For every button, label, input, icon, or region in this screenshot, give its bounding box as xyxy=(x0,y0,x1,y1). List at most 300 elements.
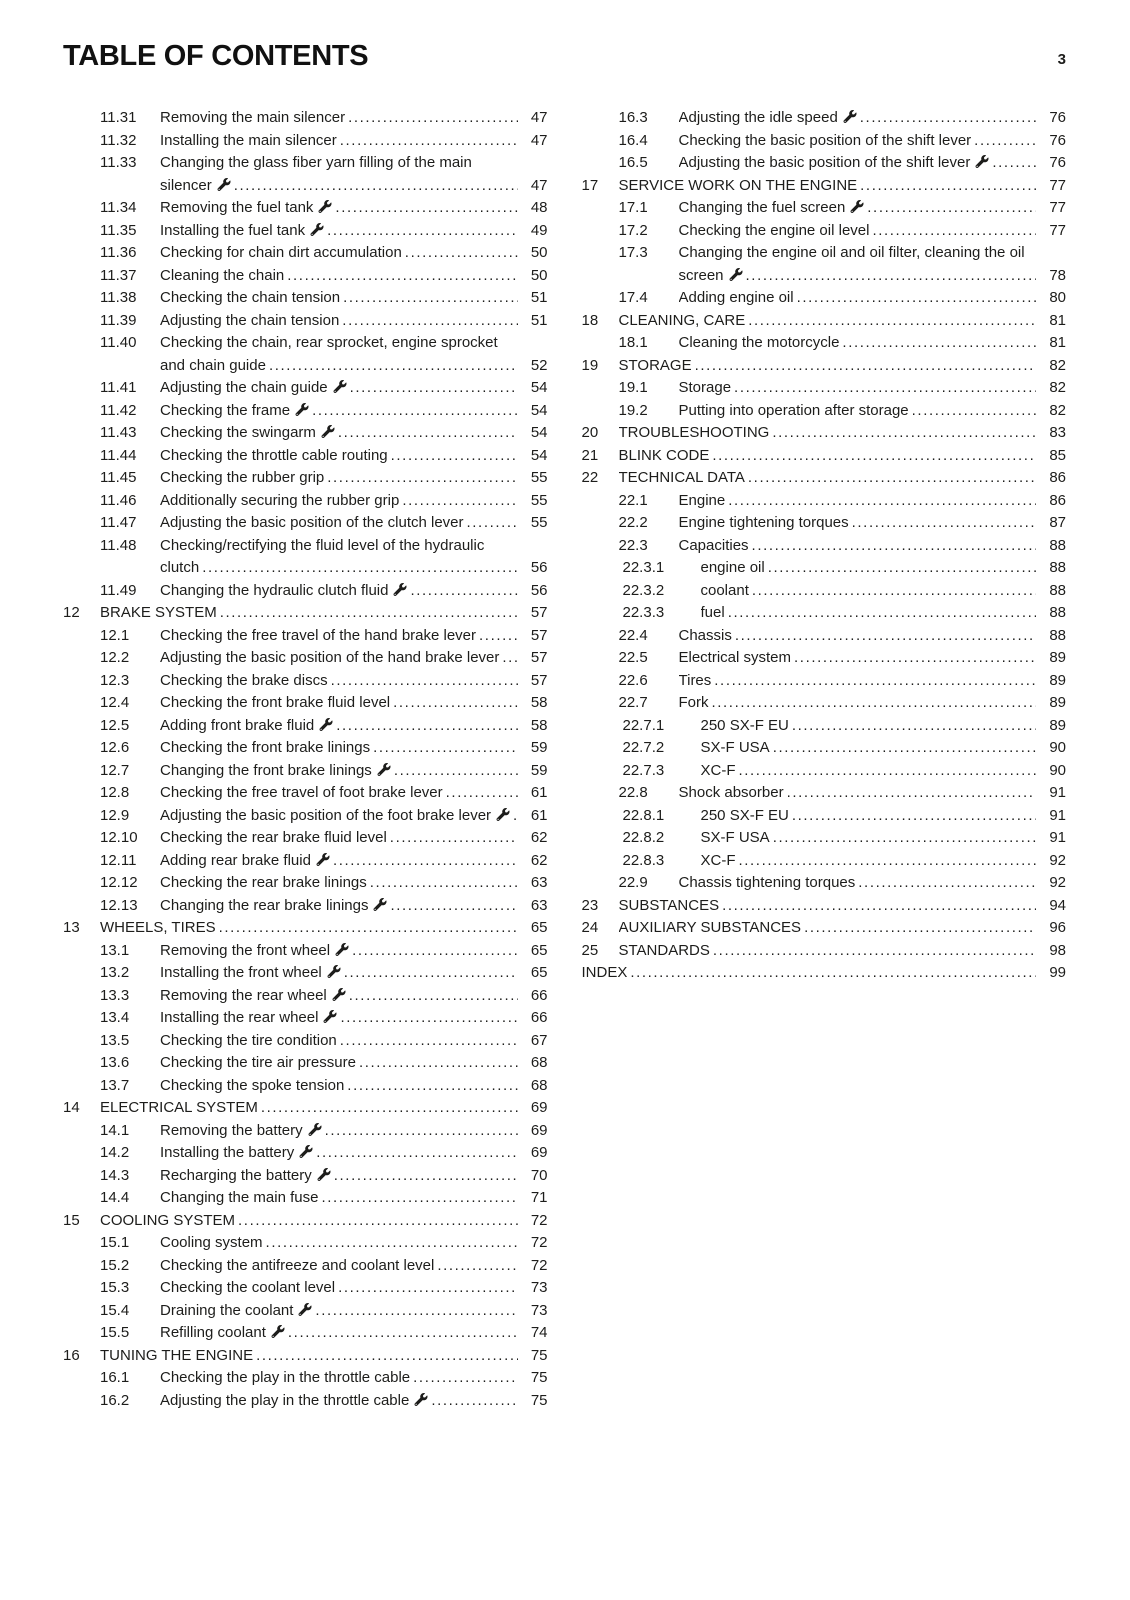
toc-entry-number: 13.2 xyxy=(100,964,130,981)
toc-entry-title-area xyxy=(582,962,1037,985)
dot-leader xyxy=(231,175,518,198)
toc-entry-title: Changing the rear brake linings xyxy=(160,896,369,914)
toc-entry-title: Checking the brake discs xyxy=(160,671,328,689)
toc-entry xyxy=(582,220,1067,243)
toc-entry-number: 22 xyxy=(581,469,599,486)
toc-entry xyxy=(582,467,1067,490)
toc-entry xyxy=(63,602,548,625)
toc-entry-title-area xyxy=(701,737,1037,760)
wrench-icon xyxy=(299,1145,313,1158)
toc-entry-page: 56 xyxy=(530,581,548,599)
toc-entry-title-area xyxy=(679,107,1037,130)
toc-entry-number: 14.3 xyxy=(100,1166,130,1184)
toc-entry-title: Installing the main silencer xyxy=(160,131,337,149)
dot-leader xyxy=(253,1345,517,1368)
toc-entry-title-area xyxy=(679,782,1037,805)
toc-entry-title-area xyxy=(160,962,518,985)
toc-entry xyxy=(582,152,1067,175)
toc-entry xyxy=(582,332,1067,355)
toc-entry-page: 58 xyxy=(530,716,548,734)
toc-entry-title: Changing the front brake linings xyxy=(160,761,372,779)
toc-entry-title: Electrical system xyxy=(678,649,792,666)
toc-entry xyxy=(582,827,1067,850)
toc-entry-number: 11.44 xyxy=(100,446,137,464)
toc-entry-title: Checking the rubber grip xyxy=(160,469,325,486)
toc-entry-title-area xyxy=(160,130,518,153)
toc-entry-page: 49 xyxy=(530,221,548,239)
toc-entry-title-area xyxy=(160,197,518,220)
toc-entry-number: 14 xyxy=(63,1099,80,1116)
dot-leader xyxy=(337,1030,518,1053)
wrench-icon xyxy=(323,1010,337,1023)
toc-entry-number: 22.3.1 xyxy=(622,559,665,576)
toc-entry-title-area xyxy=(160,940,518,963)
wrench-icon xyxy=(393,583,407,596)
wrench-icon xyxy=(217,178,231,191)
toc-entry-page: 88 xyxy=(1049,604,1066,621)
dot-leader xyxy=(333,715,517,738)
dot-leader xyxy=(335,1277,517,1300)
toc-entry-page: 65 xyxy=(530,964,548,981)
toc-entry xyxy=(582,175,1067,198)
wrench-icon xyxy=(843,110,857,123)
toc-entry-number: 22.2 xyxy=(618,514,648,531)
toc-entry xyxy=(63,1120,548,1143)
toc-entry-page: 81 xyxy=(1049,334,1066,351)
toc-entry-title: Checking the throttle cable routing xyxy=(160,446,388,464)
toc-entry xyxy=(63,287,548,310)
toc-entry-page: 52 xyxy=(530,356,548,374)
toc-entry-title-area xyxy=(160,107,518,130)
toc-entry-number: 12.13 xyxy=(100,896,138,914)
dot-leader xyxy=(749,580,1036,603)
toc-entry xyxy=(63,737,548,760)
dot-leader xyxy=(331,1165,518,1188)
toc-entry-page: 82 xyxy=(1049,356,1066,374)
toc-entry-title: Engine xyxy=(678,491,726,509)
toc-entry-title-area xyxy=(679,647,1037,670)
toc-entry-title: Chassis tightening torques xyxy=(678,874,856,891)
toc-entry-page: 66 xyxy=(530,986,548,1004)
dot-leader xyxy=(476,625,517,648)
toc-entry-number: 16.5 xyxy=(618,154,648,171)
toc-entry xyxy=(63,1007,548,1030)
toc-entry-title-area xyxy=(701,850,1037,873)
toc-entry-title: XC-F xyxy=(700,851,736,869)
dot-leader xyxy=(347,377,518,400)
dot-leader xyxy=(749,535,1036,558)
dot-leader xyxy=(349,940,517,963)
toc-entry xyxy=(582,872,1067,895)
toc-entry xyxy=(582,715,1067,738)
toc-entry-title: INDEX xyxy=(581,964,628,981)
dot-leader xyxy=(318,1187,517,1210)
toc-entry-title: Installing the front wheel xyxy=(160,964,322,981)
dot-leader xyxy=(725,602,1036,625)
toc-entry-page: 89 xyxy=(1049,694,1066,711)
toc-entry-page: 47 xyxy=(530,109,548,126)
dot-leader xyxy=(344,1075,517,1098)
toc-entry xyxy=(582,850,1067,873)
toc-entry-title: Adjusting the basic position of the shift lever xyxy=(678,154,971,171)
toc-entry xyxy=(582,107,1067,130)
toc-entry xyxy=(582,625,1067,648)
toc-entry xyxy=(63,782,548,805)
toc-entry xyxy=(582,782,1067,805)
toc-entry-page: 89 xyxy=(1049,671,1066,689)
dot-leader xyxy=(464,512,518,535)
toc-entry xyxy=(582,917,1067,940)
toc-entry xyxy=(63,850,548,873)
toc-entry-title-area xyxy=(160,1030,518,1053)
toc-entry-page: 90 xyxy=(1049,761,1066,779)
dot-leader xyxy=(346,985,518,1008)
toc-column-right xyxy=(582,107,1067,1412)
toc-entry-number: 15.2 xyxy=(100,1256,130,1274)
dot-leader xyxy=(801,917,1036,940)
toc-entry-page: 59 xyxy=(530,761,548,779)
toc-entry-page: 47 xyxy=(530,176,548,194)
dot-leader xyxy=(322,1120,518,1143)
dot-leader xyxy=(340,287,517,310)
toc-entry-title-area xyxy=(160,152,518,197)
toc-entry-title-area xyxy=(160,805,518,828)
dot-leader xyxy=(258,1097,518,1120)
toc-entry xyxy=(63,1165,548,1188)
toc-entry-page: 68 xyxy=(530,1054,548,1071)
dot-leader xyxy=(407,580,517,603)
toc-entry-title-area xyxy=(701,827,1037,850)
toc-entry-page: 92 xyxy=(1049,874,1066,891)
toc-entry-title-area xyxy=(160,490,518,513)
toc-entry-title: Adding rear brake fluid xyxy=(160,851,311,869)
toc-entry-title: Chassis xyxy=(678,626,732,644)
toc-entry-page: 57 xyxy=(530,604,548,621)
toc-entry-number: 11.34 xyxy=(100,199,137,216)
toc-entry-title-area xyxy=(160,512,518,535)
toc-entry-title-area xyxy=(160,445,518,468)
dot-leader xyxy=(309,400,517,423)
toc-entry-title-area xyxy=(619,355,1037,378)
toc-entry-page: 92 xyxy=(1049,851,1066,869)
dot-leader xyxy=(370,737,517,760)
toc-entry-title-area xyxy=(160,1165,518,1188)
toc-entry xyxy=(582,422,1067,445)
toc-entry-title-area xyxy=(160,1322,518,1345)
toc-entry-page: 54 xyxy=(530,379,548,396)
toc-entry-title: AUXILIARY SUBSTANCES xyxy=(618,919,802,936)
toc-entry-page: 91 xyxy=(1049,784,1066,801)
toc-entry-page: 88 xyxy=(1049,581,1066,599)
toc-entry-number: 12.10 xyxy=(100,829,138,846)
dot-leader xyxy=(725,490,1036,513)
toc-entry xyxy=(582,400,1067,423)
toc-entry-page: 71 xyxy=(530,1189,548,1206)
toc-entry xyxy=(63,310,548,333)
toc-entry xyxy=(63,220,548,243)
wrench-icon xyxy=(316,853,330,866)
toc-entry xyxy=(63,692,548,715)
toc-entry xyxy=(63,535,548,580)
toc-entry-title-area xyxy=(701,557,1037,580)
page-title: TABLE OF CONTENTS xyxy=(63,40,369,72)
toc-entry-number: 22.8.1 xyxy=(622,806,665,824)
dot-leader xyxy=(855,872,1036,895)
toc-entry-number: 12.4 xyxy=(100,694,130,711)
toc-entry-page: 82 xyxy=(1049,401,1066,419)
dot-leader xyxy=(217,602,518,625)
toc-entry-number: 11.43 xyxy=(100,424,137,441)
toc-entry-title-area xyxy=(100,1210,518,1233)
toc-entry-title-area xyxy=(160,1255,518,1278)
toc-entry-page: 57 xyxy=(530,626,548,644)
toc-entry xyxy=(63,265,548,288)
toc-entry-number: 11.38 xyxy=(100,289,137,306)
toc-entry-page: 69 xyxy=(530,1121,548,1139)
dot-leader xyxy=(199,557,517,580)
dot-leader xyxy=(692,355,1036,378)
toc-entry-page: 78 xyxy=(1049,266,1066,284)
toc-entry-title-area xyxy=(100,1345,518,1368)
dot-leader xyxy=(312,1300,517,1323)
toc-entry-number: 22.7.2 xyxy=(622,739,665,756)
wrench-icon xyxy=(308,1123,322,1136)
toc-entry-title: SUBSTANCES xyxy=(618,896,720,914)
toc-entry xyxy=(63,1255,548,1278)
dot-leader xyxy=(789,805,1036,828)
toc-entry-title: Cooling system xyxy=(160,1234,263,1251)
toc-entry-title: Adjusting the basic position of the hand brake lever xyxy=(160,649,500,666)
dot-leader xyxy=(263,1232,518,1255)
toc-entry-number: 22.6 xyxy=(618,671,648,689)
toc-entry-page: 76 xyxy=(1049,131,1066,149)
toc-entry-page: 51 xyxy=(530,289,548,306)
toc-entry-page: 72 xyxy=(530,1256,548,1274)
toc-entry-number: 22.9 xyxy=(618,874,648,891)
toc-entry-page: 72 xyxy=(530,1211,548,1229)
toc-entry-title-area xyxy=(619,917,1037,940)
toc-entry-title-area xyxy=(160,377,518,400)
toc-entry-title-area xyxy=(160,1277,518,1300)
toc-entry-title-area xyxy=(701,602,1037,625)
dot-leader xyxy=(709,445,1036,468)
toc-entry-title-area xyxy=(160,872,518,895)
toc-entry-number: 11.41 xyxy=(100,379,137,396)
toc-entry-title-area xyxy=(679,152,1037,175)
toc-entry-title: Capacities xyxy=(678,536,749,554)
toc-entry-page: 48 xyxy=(530,199,548,216)
toc-entry xyxy=(63,962,548,985)
toc-entry-number: 12.7 xyxy=(100,761,130,779)
toc-entry xyxy=(63,130,548,153)
toc-entry-number: 22.7 xyxy=(618,694,648,711)
toc-entry-title-area xyxy=(160,782,518,805)
toc-entry-title-area xyxy=(679,872,1037,895)
toc-entry-title-area xyxy=(160,467,518,490)
toc-entry xyxy=(582,692,1067,715)
toc-entry-number: 25 xyxy=(581,941,599,959)
toc-entry-page: 75 xyxy=(530,1391,548,1409)
toc-entry-title-area xyxy=(160,1187,518,1210)
toc-entry-title: Changing the glass fiber yarn filling of the main silencer xyxy=(160,154,472,194)
toc-entry xyxy=(582,490,1067,513)
dot-leader xyxy=(709,692,1037,715)
toc-entry-title-area xyxy=(679,490,1037,513)
toc-entry-page: 56 xyxy=(530,559,548,576)
toc-entry-page: 96 xyxy=(1049,919,1066,936)
toc-entry-number: 12.2 xyxy=(100,649,130,666)
toc-entry xyxy=(63,1210,548,1233)
dot-leader xyxy=(864,197,1036,220)
toc-entry-title-area xyxy=(701,715,1037,738)
toc-entry-page: 62 xyxy=(530,851,548,869)
toc-entry-page: 67 xyxy=(530,1031,548,1049)
toc-entry xyxy=(63,760,548,783)
wrench-icon xyxy=(327,965,341,978)
toc-entry-title: Checking the play in the throttle cable xyxy=(160,1369,411,1386)
toc-entry xyxy=(63,197,548,220)
toc-entry-page: 98 xyxy=(1049,941,1066,959)
toc-entry-number: 11.32 xyxy=(100,131,137,149)
dot-leader xyxy=(390,692,517,715)
toc-entry-page: 88 xyxy=(1049,536,1066,554)
dot-leader xyxy=(324,220,517,243)
wrench-icon xyxy=(333,380,347,393)
toc-entry-title-area xyxy=(160,760,518,783)
dot-leader xyxy=(341,962,518,985)
toc-entry-number: 12.8 xyxy=(100,784,130,801)
toc-entry-number: 19.2 xyxy=(618,401,648,419)
toc-entry-number: 16.2 xyxy=(100,1391,130,1409)
toc-entry-title: Checking the chain, rear sprocket, engine sprocket and chain guide xyxy=(160,334,498,374)
dot-leader xyxy=(743,265,1036,288)
toc-entry-page: 76 xyxy=(1049,154,1066,171)
toc-entry-title: Fork xyxy=(678,694,709,711)
toc-entry-page: 68 xyxy=(530,1076,548,1094)
toc-entry-title: Adjusting the idle speed xyxy=(678,109,838,126)
toc-entry-title-area xyxy=(160,625,518,648)
toc-entry-title: fuel xyxy=(700,604,725,621)
dot-leader xyxy=(266,355,518,378)
toc-entry-number: 11.35 xyxy=(100,221,137,239)
toc-entry xyxy=(63,242,548,265)
toc-entry xyxy=(582,670,1067,693)
dot-leader xyxy=(499,647,517,670)
toc-entry xyxy=(63,917,548,940)
dot-leader xyxy=(736,850,1037,873)
toc-entry-page: 55 xyxy=(530,469,548,486)
toc-entry-title: Storage xyxy=(678,379,732,396)
dot-leader xyxy=(732,625,1036,648)
toc-entry xyxy=(582,962,1067,985)
toc-entry-title-area xyxy=(160,332,518,377)
toc-entry-title-area xyxy=(160,850,518,873)
toc-entry-title: Draining the coolant xyxy=(160,1301,294,1319)
toc-entry xyxy=(582,737,1067,760)
wrench-icon xyxy=(975,155,989,168)
toc-entry-page: 85 xyxy=(1049,446,1066,464)
toc-entry-title: Removing the main silencer xyxy=(160,109,346,126)
dot-leader xyxy=(399,490,517,513)
dot-leader xyxy=(235,1210,517,1233)
toc-entry-number: 22.4 xyxy=(618,626,648,644)
dot-leader xyxy=(769,422,1036,445)
toc-entry-title-area xyxy=(100,917,518,940)
toc-entry xyxy=(63,490,548,513)
toc-entry xyxy=(63,625,548,648)
toc-entry-number: 13.5 xyxy=(100,1031,130,1049)
toc-entry xyxy=(582,647,1067,670)
dot-leader xyxy=(770,737,1036,760)
toc-entry-title: 250 SX-F EU xyxy=(700,716,789,734)
dot-leader xyxy=(770,827,1036,850)
toc-entry-title: Removing the front wheel xyxy=(160,941,331,959)
toc-entry-title: Checking the antifreeze and coolant level xyxy=(160,1256,435,1274)
toc-entry xyxy=(582,377,1067,400)
toc-entry-page: 76 xyxy=(1049,109,1066,126)
toc-entry-page: 99 xyxy=(1049,964,1066,981)
dot-leader xyxy=(367,872,518,895)
toc-entry xyxy=(582,940,1067,963)
toc-entry-page: 65 xyxy=(530,941,548,959)
dot-leader xyxy=(216,917,518,940)
toc-entry-title: Checking the tire air pressure xyxy=(160,1054,356,1071)
dot-leader xyxy=(784,782,1036,805)
dot-leader xyxy=(627,962,1036,985)
toc-entry-number: 22.8 xyxy=(618,784,648,801)
dot-leader xyxy=(731,377,1036,400)
dot-leader xyxy=(711,670,1036,693)
toc-entry-title: Removing the fuel tank xyxy=(160,199,314,216)
toc-entry-page: 89 xyxy=(1049,716,1066,734)
toc-entry-title-area xyxy=(160,400,518,423)
toc-entry-title: Engine tightening torques xyxy=(678,514,849,531)
toc-entry xyxy=(63,805,548,828)
toc-entry xyxy=(63,377,548,400)
toc-entry-title-area xyxy=(160,1300,518,1323)
toc-entry-page: 89 xyxy=(1049,649,1066,666)
toc-entry-title: Removing the rear wheel xyxy=(160,986,327,1004)
toc-entry-number: 17.4 xyxy=(618,289,648,306)
toc-entry-title-area xyxy=(679,220,1037,243)
toc-entry-title: Checking/rectifying the fluid level of the hydraulic clutch xyxy=(160,536,485,576)
toc-entry-title-area xyxy=(679,670,1037,693)
toc-entry-page: 47 xyxy=(530,131,548,149)
toc-entry-page: 81 xyxy=(1049,311,1066,329)
toc-entry-title: Checking the front brake linings xyxy=(160,739,371,756)
toc-entry-number: 13.7 xyxy=(100,1076,130,1094)
dot-leader xyxy=(337,130,518,153)
dot-leader xyxy=(794,287,1036,310)
toc-entry-page: 51 xyxy=(530,311,548,329)
wrench-icon xyxy=(373,898,387,911)
toc-entry xyxy=(63,400,548,423)
dot-leader xyxy=(857,107,1036,130)
toc-entry xyxy=(582,602,1067,625)
toc-entry-page: 86 xyxy=(1049,469,1066,486)
toc-entry-number: 12.1 xyxy=(100,626,130,644)
toc-entry-number: 11.31 xyxy=(100,109,137,126)
dot-leader xyxy=(745,467,1036,490)
dot-leader xyxy=(387,827,518,850)
toc-entry-title-area xyxy=(100,602,518,625)
toc-entry-title: Adjusting the basic position of the clutch lever xyxy=(160,514,464,531)
toc-entry xyxy=(63,715,548,738)
toc-entry-number: 17.1 xyxy=(618,199,648,216)
toc-entry xyxy=(582,580,1067,603)
toc-entry-page: 91 xyxy=(1049,829,1066,846)
toc-entry xyxy=(63,1277,548,1300)
